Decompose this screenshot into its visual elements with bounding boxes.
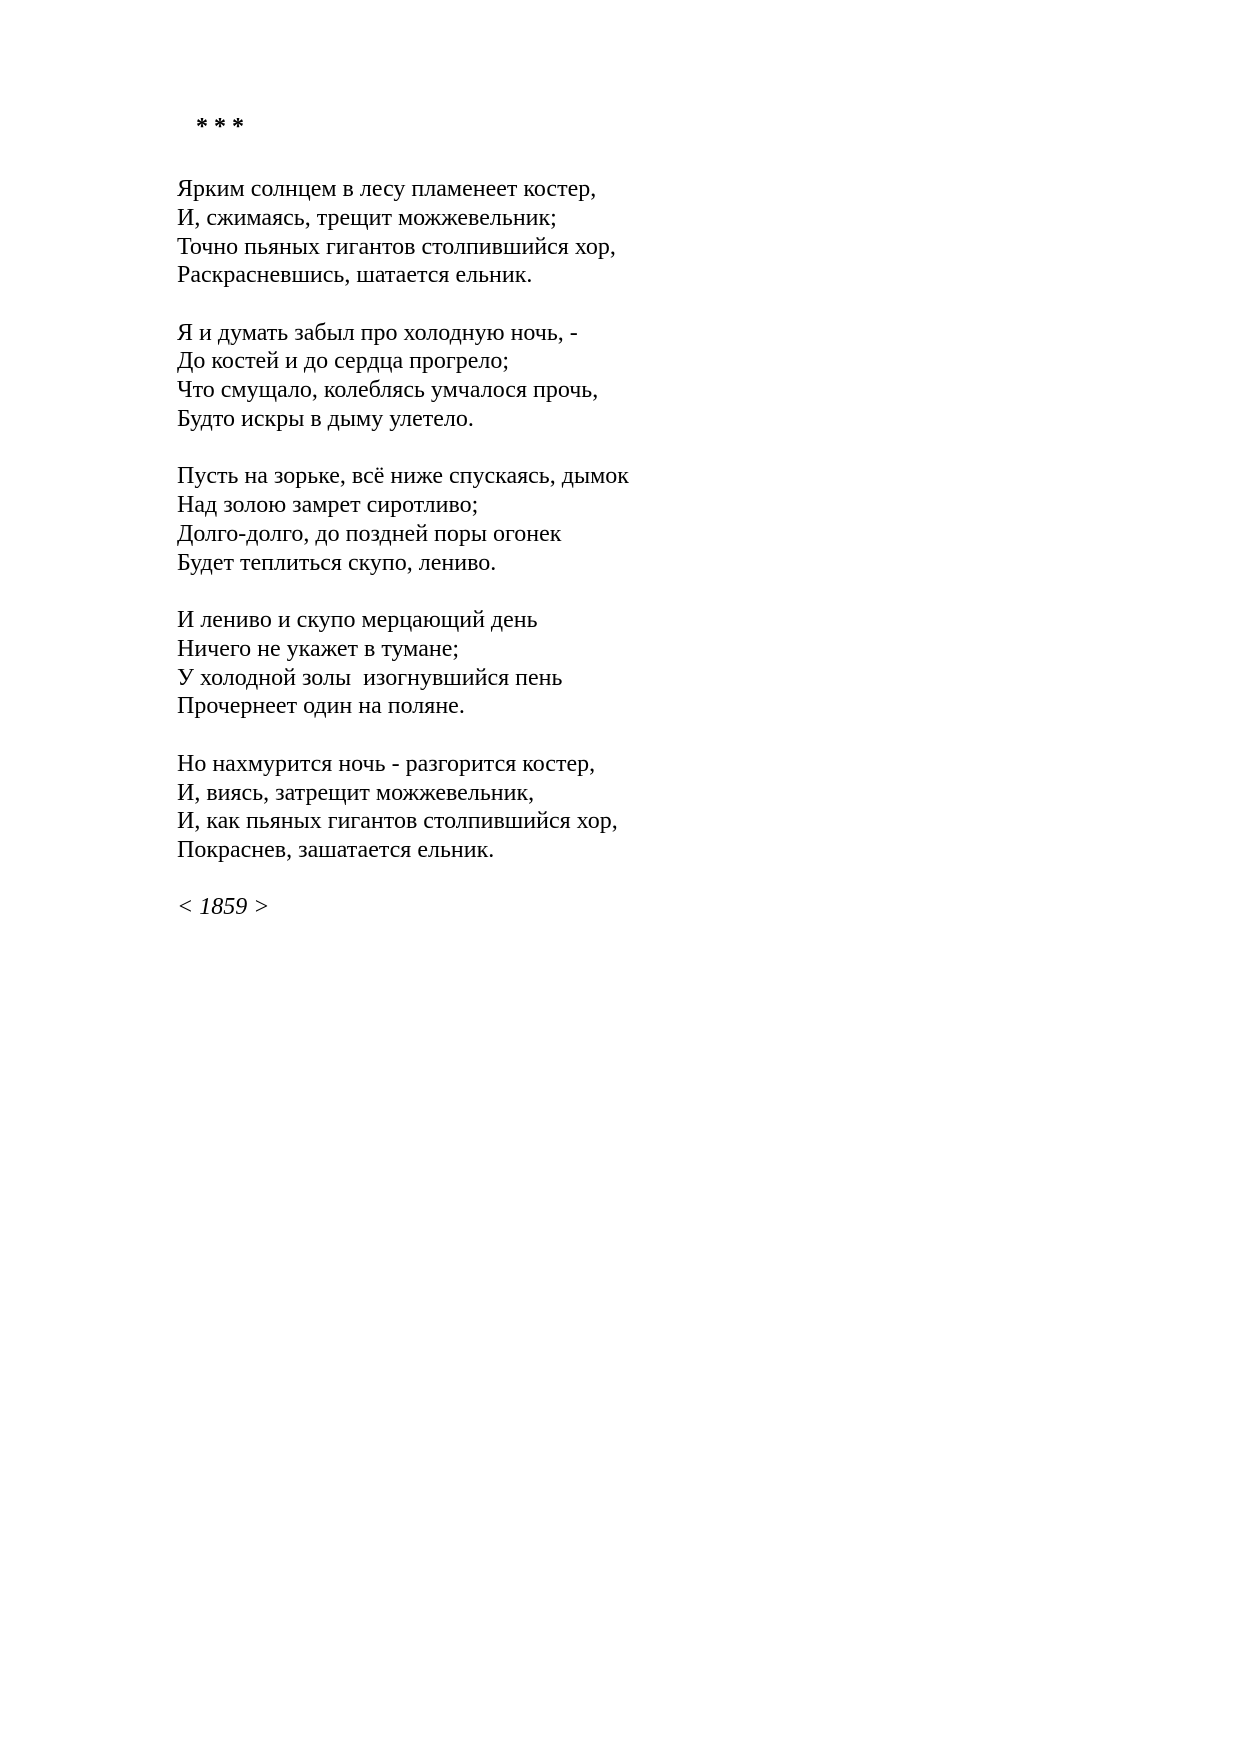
poem-line: Будет теплиться скупо, лениво. — [177, 549, 497, 576]
poem-line: Над золою замрет сиротливо; — [177, 492, 479, 519]
poem-title-asterisks: * * * — [196, 114, 244, 140]
poem-line: Я и думать забыл про холодную ночь, - — [177, 319, 578, 346]
poem-line: Раскрасневшись, шатается ельник. — [177, 262, 533, 289]
poem-line: Точно пьяных гигантов столпившийся хор, — [177, 233, 616, 260]
poem-line: И лениво и скупо мерцающий день — [177, 607, 538, 634]
poem-line: Пусть на зорьке, всё ниже спускаясь, дымок — [177, 463, 629, 490]
stanza — [177, 462, 1077, 577]
poem-line: Покраснев, зашатается ельник. — [177, 837, 495, 864]
poem-line: И, как пьяных гигантов столпившийся хор, — [177, 808, 618, 835]
poem-line: Ничего не укажет в тумане; — [177, 635, 460, 662]
poem-line: И, виясь, затрещит можжевельник, — [177, 779, 535, 806]
stanza — [177, 750, 1077, 865]
poem-line: До костей и до сердца прогрело; — [177, 348, 510, 375]
poem-line: Что смущало, колеблясь умчалося прочь, — [177, 377, 599, 404]
poem-body — [177, 175, 1077, 922]
poem-line: Будто искры в дыму улетело. — [177, 406, 474, 433]
poem-date: < 1859 > — [177, 894, 270, 921]
stanza — [177, 175, 1077, 290]
stanza — [177, 319, 1077, 434]
poem-line: У холодной золы изогнувшийся пень — [177, 664, 563, 691]
stanza — [177, 606, 1077, 721]
poem-line: Ярким солнцем в лесу пламенеет костер, — [177, 176, 597, 202]
poem-line: Долго-долго, до поздней поры огонек — [177, 520, 562, 547]
poem-line: Прочернеет один на поляне. — [177, 693, 465, 720]
poem-line: Но нахмурится ночь - разгорится костер, — [177, 750, 596, 777]
poem-line: И, сжимаясь, трещит можжевельник; — [177, 204, 557, 231]
